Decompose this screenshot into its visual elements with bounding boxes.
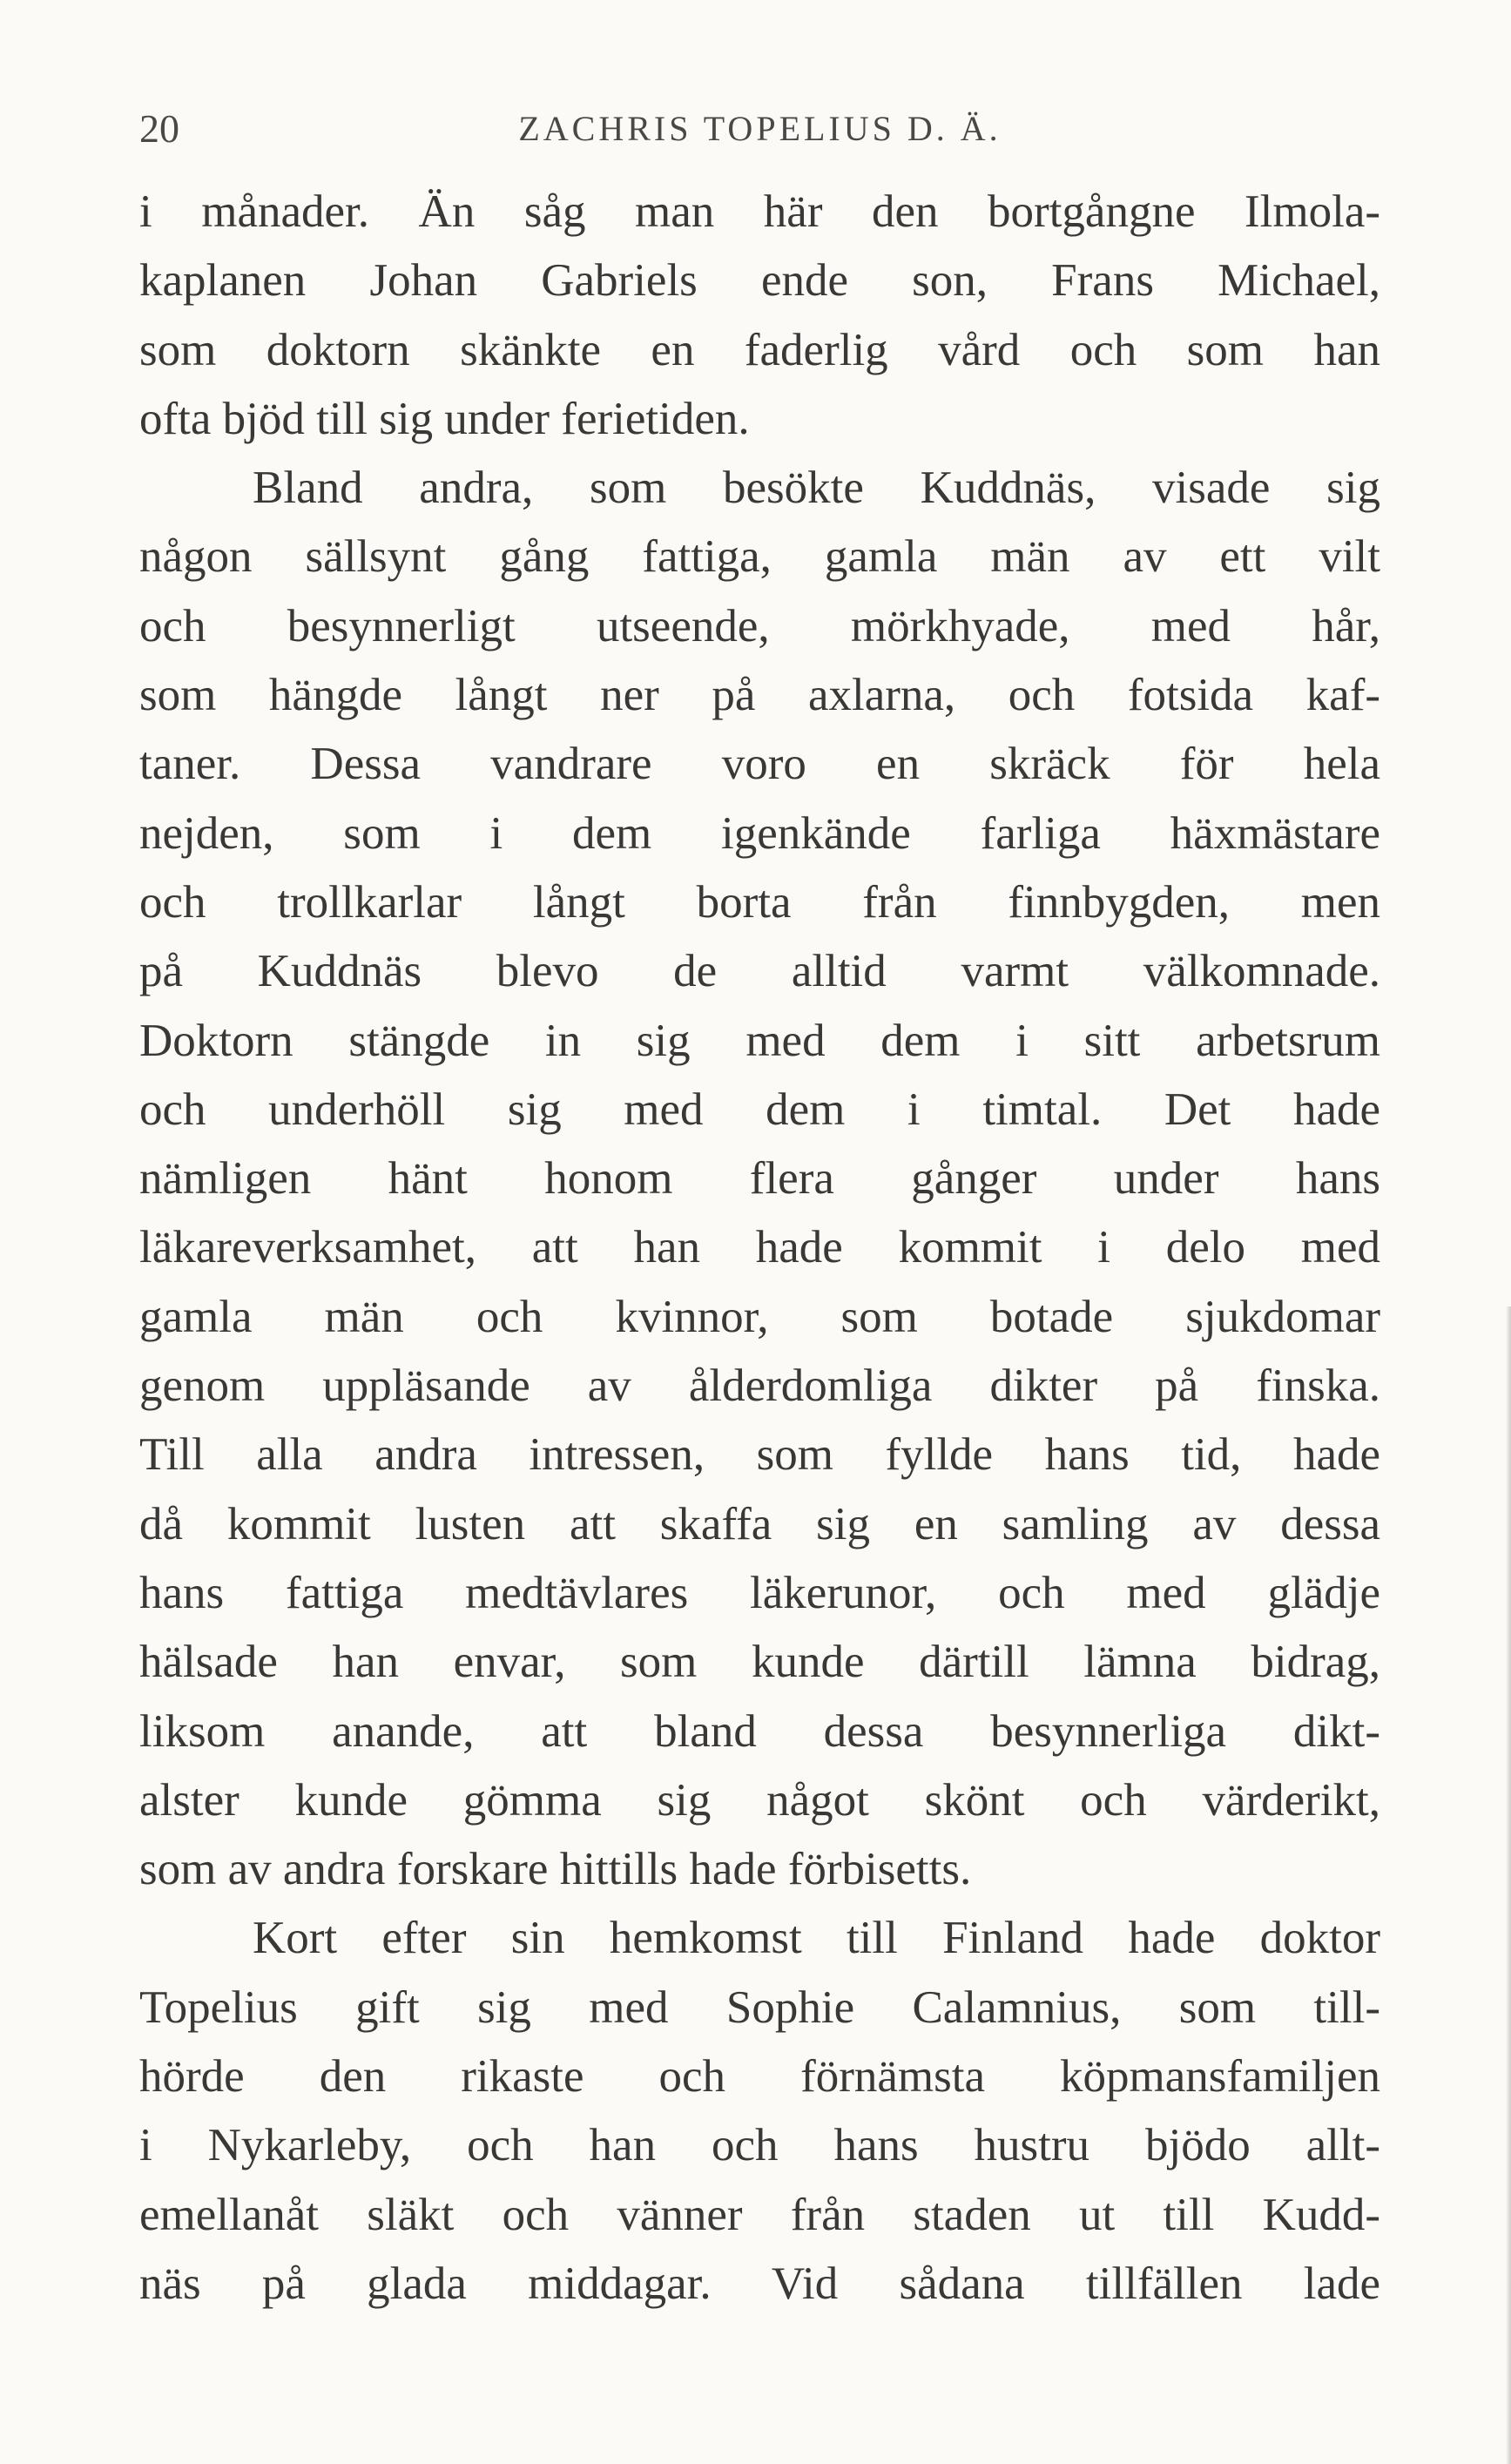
text-line: och besynnerligt utseende, mörkhyade, med hår, xyxy=(139,600,1380,651)
text-line: någon sällsynt gång fattiga, gamla män av ett vilt xyxy=(139,531,1380,583)
text-line: i Nykarleby, och han och hans hustru bjödo allt- xyxy=(139,2120,1380,2171)
text-line: då kommit lusten att skaffa sig en samling av dessa xyxy=(139,1498,1380,1549)
text-line: läkareverksamhet, att han hade kommit i delo med xyxy=(139,1222,1380,1273)
text-line: i månader. Än såg man här den bortgångne Ilmola- xyxy=(139,186,1380,237)
text-line: hans fattiga medtävlares läkerunor, och med glädje xyxy=(139,1567,1380,1618)
text-line: som hängde långt ner på axlarna, och fotsida kaf- xyxy=(139,670,1380,721)
text-line: hörde den rikaste och förnämsta köpmansfamiljen xyxy=(139,2051,1380,2103)
text-line: kaplanen Johan Gabriels ende son, Frans Michael, xyxy=(139,255,1380,307)
text-line: gamla män och kvinnor, som botade sjukdomar xyxy=(139,1291,1380,1342)
text-line: hälsade han envar, som kunde därtill lämna bidrag, xyxy=(139,1637,1380,1688)
text-line: taner. Dessa vandrare voro en skräck för hela xyxy=(139,739,1380,790)
text-line: Topelius gift sig med Sophie Calamnius, som till- xyxy=(139,1981,1380,2033)
text-line: emellanåt släkt och vänner från staden ut till Kudd- xyxy=(139,2189,1380,2240)
body-text xyxy=(139,178,1380,2319)
paragraph-start-line: Bland andra, som besökte Kuddnäs, visade sig xyxy=(253,462,1380,514)
text-line: Doktorn stängde in sig med dem i sitt arbetsrum xyxy=(139,1015,1380,1066)
text-line: som doktorn skänkte en faderlig vård och som han xyxy=(139,324,1380,375)
text-line: liksom anande, att bland dessa besynnerliga dikt- xyxy=(139,1705,1380,1757)
text-line: alster kunde gömma sig något skönt och värderikt, xyxy=(139,1774,1380,1826)
text-line: Till alla andra intressen, som fyllde hans tid, hade xyxy=(139,1429,1380,1481)
text-line: ofta bjöd till sig under ferietiden. xyxy=(139,393,750,444)
text-line: näs på glada middagar. Vid sådana tillfällen lade xyxy=(139,2258,1380,2309)
text-line: och trollkarlar långt borta från finnbygden, men xyxy=(139,876,1380,928)
paragraph-start-line: Kort efter sin hemkomst till Finland hade doktor xyxy=(253,1913,1380,1964)
running-head: ZACHRIS TOPELIUS D. Ä. xyxy=(518,109,1002,148)
text-line: på Kuddnäs blevo de alltid varmt välkomnade. xyxy=(139,946,1380,997)
text-line: genom uppläsande av ålderdomliga dikter på finska. xyxy=(139,1360,1380,1412)
text-line: nejden, som i dem igenkände farliga häxmästare xyxy=(139,807,1380,859)
page-edge-shadow xyxy=(1506,1306,1511,2464)
text-line: som av andra forskare hittills hade förbisetts. xyxy=(139,1844,972,1895)
text-line: nämligen hänt honom flera gånger under hans xyxy=(139,1153,1380,1205)
page-header xyxy=(139,103,1380,155)
page-number: 20 xyxy=(139,106,179,151)
text-line: och underhöll sig med dem i timtal. Det hade xyxy=(139,1083,1380,1135)
